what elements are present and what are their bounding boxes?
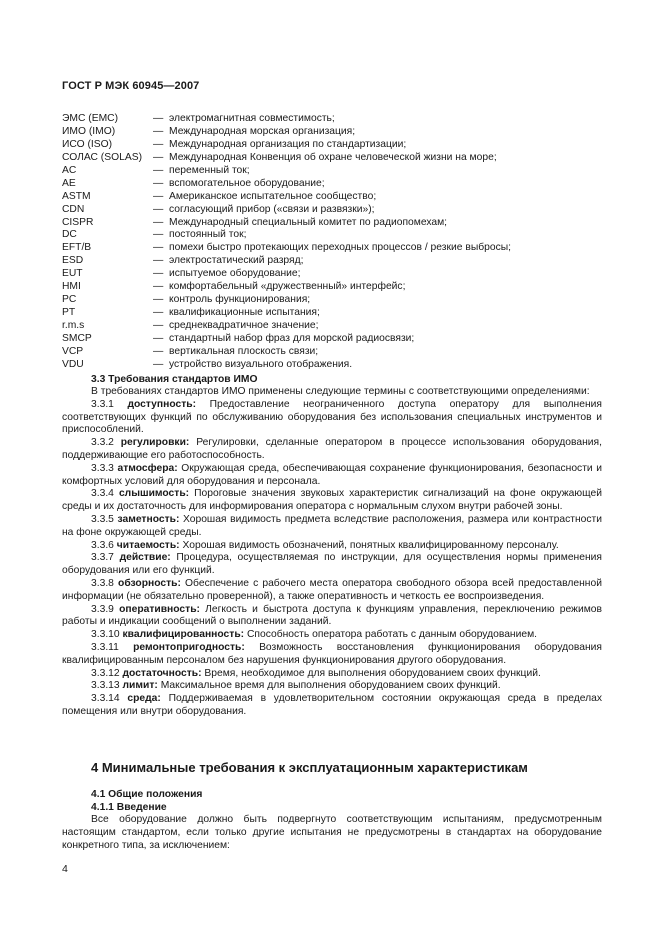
dash: —	[153, 281, 164, 293]
abbreviation-term: ASTM	[62, 190, 91, 202]
definition-item	[62, 668, 602, 681]
page-number: 4	[62, 863, 68, 875]
abbreviation-term: r.m.s	[62, 320, 85, 331]
definition-term: регулировки:	[120, 437, 190, 449]
document-header: ГОСТ Р МЭК 60945—2007	[62, 80, 200, 92]
chapter-title: 4 Минимальные требования к эксплуатационным характеристикам	[91, 760, 528, 775]
abbreviation-row	[62, 333, 602, 346]
definition-text: Способность оператора работать с данным оборудованием.	[246, 629, 538, 641]
definition-term: заметность:	[117, 513, 180, 525]
dash: —	[153, 138, 164, 150]
definition-term: ремонтопригодность:	[133, 641, 245, 653]
definition-item	[62, 642, 602, 668]
section-intro: В требованиях стандартов ИМО применены следующие термины с соответствующими определениями:	[91, 386, 590, 397]
abbreviation-term: VDU	[62, 358, 84, 370]
abbreviation-row	[62, 139, 602, 152]
section-4	[62, 760, 602, 852]
definition-text: Пороговые значения звуковых характеристик сигнализаций на фоне окружающей среды и их достаточность для информирования оператора с нормальным слухом внутри рабочей зоны.	[62, 488, 602, 513]
abbreviation-definition: электромагнитная совместимость;	[169, 113, 335, 124]
abbreviation-term: VCP	[62, 345, 84, 357]
definition-number: 3.3.5	[91, 513, 114, 525]
abbreviation-definition: Международный специальный комитет по радиопомехам;	[169, 216, 448, 228]
abbreviation-definition: согласующий прибор («связи и развязки»);	[169, 203, 375, 215]
abbreviation-row	[62, 165, 602, 178]
abbreviation-definition: Международная Конвенция об охране человеческой жизни на море;	[169, 151, 497, 163]
definition-term: среда:	[127, 693, 161, 705]
definition-number: 3.3.3	[91, 462, 114, 474]
abbreviation-row	[62, 217, 602, 230]
body-paragraph: Все оборудование должно быть подвергнуто соответствующим испытаниям, предусмотренным настоящим стандартом, если только другие испытания не предусмотрены в стандартах на оборудование конкретного типа, за исключением:	[62, 814, 602, 851]
abbreviation-row	[62, 359, 602, 372]
definition-term: оперативность:	[119, 603, 200, 615]
dash: —	[153, 307, 164, 319]
abbreviation-term: PC	[62, 294, 77, 306]
definition-term: слышимость:	[118, 488, 190, 500]
dash: —	[153, 151, 164, 163]
dash: —	[153, 268, 164, 280]
definition-item	[62, 693, 602, 719]
definition-item	[62, 552, 602, 578]
abbreviation-term: ИМО (IMO)	[62, 125, 116, 137]
definition-text: Хорошая видимость предмета вследствие расположения, размера или контрастности на фоне окружающей среды.	[62, 513, 602, 538]
dash: —	[153, 190, 164, 202]
abbreviation-term: CDN	[62, 203, 85, 215]
definition-text: Процедура, осуществляемая по инструкции, для осуществления нормы применения оборудования или его функций.	[62, 552, 602, 577]
definition-term: действие:	[119, 552, 171, 564]
abbreviation-row	[62, 346, 602, 359]
abbreviation-row	[62, 281, 602, 294]
dash: —	[153, 113, 164, 124]
abbreviation-term: DC	[62, 229, 77, 241]
definition-number: 3.3.7	[91, 552, 114, 564]
dash: —	[153, 255, 164, 267]
section-heading: 3.3 Требования стандартов ИМО	[91, 374, 258, 385]
abbreviation-definition: комфортабельный «дружественный» интерфейс;	[169, 281, 406, 293]
definition-text: Поддерживаемая в удовлетворительном состоянии окружающая среда в пределах помещения или внутри оборудования.	[62, 693, 602, 717]
abbreviation-row	[62, 268, 602, 281]
abbreviation-term: EFT/B	[62, 242, 92, 254]
definition-item	[62, 488, 602, 514]
definition-item	[62, 680, 602, 693]
definition-item	[62, 514, 602, 540]
definition-term: лимит:	[122, 680, 158, 692]
abbreviation-row	[62, 178, 602, 191]
abbreviation-row	[62, 242, 602, 255]
definition-item	[62, 463, 602, 489]
abbreviation-term: PT	[62, 307, 76, 319]
dash: —	[153, 332, 164, 344]
definition-number: 3.3.9	[91, 603, 114, 615]
definition-text: Время, необходимое для выполнения оборудованием своих функций.	[204, 667, 541, 679]
dash: —	[153, 294, 164, 306]
definition-number: 3.3.6	[91, 539, 114, 551]
abbreviation-row	[62, 191, 602, 204]
abbreviation-definition: Международная организация по стандартизации;	[169, 138, 407, 150]
dash: —	[153, 125, 164, 137]
dash: —	[153, 164, 164, 176]
abbreviation-term: CISPR	[62, 216, 94, 228]
abbreviation-definition: стандартный набор фраз для морской радиосвязи;	[169, 332, 415, 344]
definition-term: читаемость:	[116, 539, 180, 551]
definition-item	[62, 604, 602, 630]
definition-item	[62, 578, 602, 604]
abbreviation-term: AC	[62, 164, 77, 176]
abbreviation-definition: постоянный ток;	[169, 229, 247, 241]
abbreviation-definition: квалификационные испытания;	[169, 307, 320, 319]
abbreviation-definition: среднеквадратичное значение;	[169, 320, 319, 331]
definition-item	[62, 437, 602, 463]
definition-number: 3.3.12	[91, 667, 120, 679]
abbreviation-definition: помехи быстро протекающих переходных процессов / резкие выбросы;	[169, 242, 511, 254]
abbreviation-definition: вертикальная плоскость связи;	[169, 345, 319, 357]
dash: —	[153, 203, 164, 215]
abbreviation-definition: вспомогательное оборудование;	[169, 177, 325, 189]
definition-text: Максимальное время для выполнения оборудованием своих функций.	[160, 680, 501, 692]
abbreviation-term: ЭМС (EMC)	[62, 113, 119, 124]
abbreviation-term: AE	[62, 177, 76, 189]
abbreviation-definition: Международная морская организация;	[169, 125, 356, 137]
abbreviation-definition: электростатический разряд;	[169, 255, 304, 267]
definition-list	[62, 399, 602, 719]
definition-number: 3.3.4	[91, 488, 114, 500]
definition-text: Окружающая среда, обеспечивающая сохранение функционирования, безопасности и комфортных условий для оборудования и персонала.	[62, 462, 602, 487]
abbreviation-row	[62, 152, 602, 165]
definition-number: 3.3.11	[91, 641, 119, 653]
definition-text: Легкость и быстрота доступа к функциям управления, переключению режимов работы и индикации сообщений о выполнении заданий.	[62, 603, 602, 628]
dash: —	[153, 345, 164, 357]
abbreviation-row	[62, 320, 602, 333]
abbreviation-row	[62, 126, 602, 139]
section-3-3	[62, 373, 602, 719]
definition-text: Хорошая видимость обозначений, понятных квалифицированному персоналу.	[182, 539, 559, 551]
subsection-heading: 4.1.1 Введение	[91, 802, 167, 813]
subsection-heading: 4.1 Общие положения	[91, 789, 203, 800]
abbreviation-definition: устройство визуального отображения.	[169, 358, 353, 370]
definition-text: Регулировки, сделанные оператором в процессе использования оборудования, поддерживающие его работоспособность.	[62, 437, 602, 461]
definition-text: Обеспечение с рабочего места оператора свободного обзора всей предоставленной информации (не обязательно проверенной), а также оперативность и четкость ее воспроизведения.	[62, 577, 602, 602]
dash: —	[153, 242, 164, 254]
abbreviation-term: SMCP	[62, 332, 92, 344]
definition-number: 3.3.13	[91, 680, 120, 692]
definition-number: 3.3.1	[91, 398, 114, 410]
definition-number: 3.3.8	[91, 577, 114, 589]
definition-number: 3.3.10	[91, 629, 120, 641]
abbreviation-term: СОЛАС (SOLAS)	[62, 151, 142, 163]
definition-item	[62, 399, 602, 437]
definition-term: доступность:	[127, 398, 197, 410]
dash: —	[153, 320, 164, 331]
abbreviation-term: ESD	[62, 255, 84, 267]
abbreviation-term: EUT	[62, 268, 83, 280]
dash: —	[153, 177, 164, 189]
definition-number: 3.3.14	[91, 693, 120, 705]
abbreviation-row	[62, 229, 602, 242]
definition-term: атмосфера:	[117, 462, 178, 474]
abbreviation-row	[62, 204, 602, 217]
abbreviation-row	[62, 255, 602, 268]
definition-term: достаточность:	[122, 667, 202, 679]
abbreviation-term: HMI	[62, 281, 81, 293]
definition-item	[62, 629, 602, 642]
abbreviation-row	[62, 113, 602, 126]
abbreviation-definition: испытуемое оборудование;	[169, 268, 301, 280]
abbreviation-row	[62, 294, 602, 307]
abbreviation-list	[62, 113, 602, 372]
abbreviation-term: ИСО (ISO)	[62, 138, 113, 150]
definition-term: квалифицированность:	[122, 629, 245, 641]
dash: —	[153, 229, 164, 241]
abbreviation-definition: переменный ток;	[169, 164, 250, 176]
definition-text: Предоставление неограниченного доступа оператору для выполнения соответствующих функций по обслуживанию оборудования без использования специальных инструментов и приспособлений.	[62, 398, 602, 436]
definition-item	[62, 540, 602, 553]
definition-text: Возможность восстановления функционирования оборудования квалифицированным персоналом без нарушения функционирования другого оборудования.	[62, 641, 602, 666]
definition-number: 3.3.2	[91, 437, 114, 449]
dash: —	[153, 216, 164, 228]
dash: —	[153, 358, 164, 370]
abbreviation-definition: контроль функционирования;	[169, 294, 311, 306]
definition-term: обзорность:	[118, 577, 181, 589]
abbreviation-definition: Американское испытательное сообщество;	[169, 190, 377, 202]
abbreviation-row	[62, 307, 602, 320]
